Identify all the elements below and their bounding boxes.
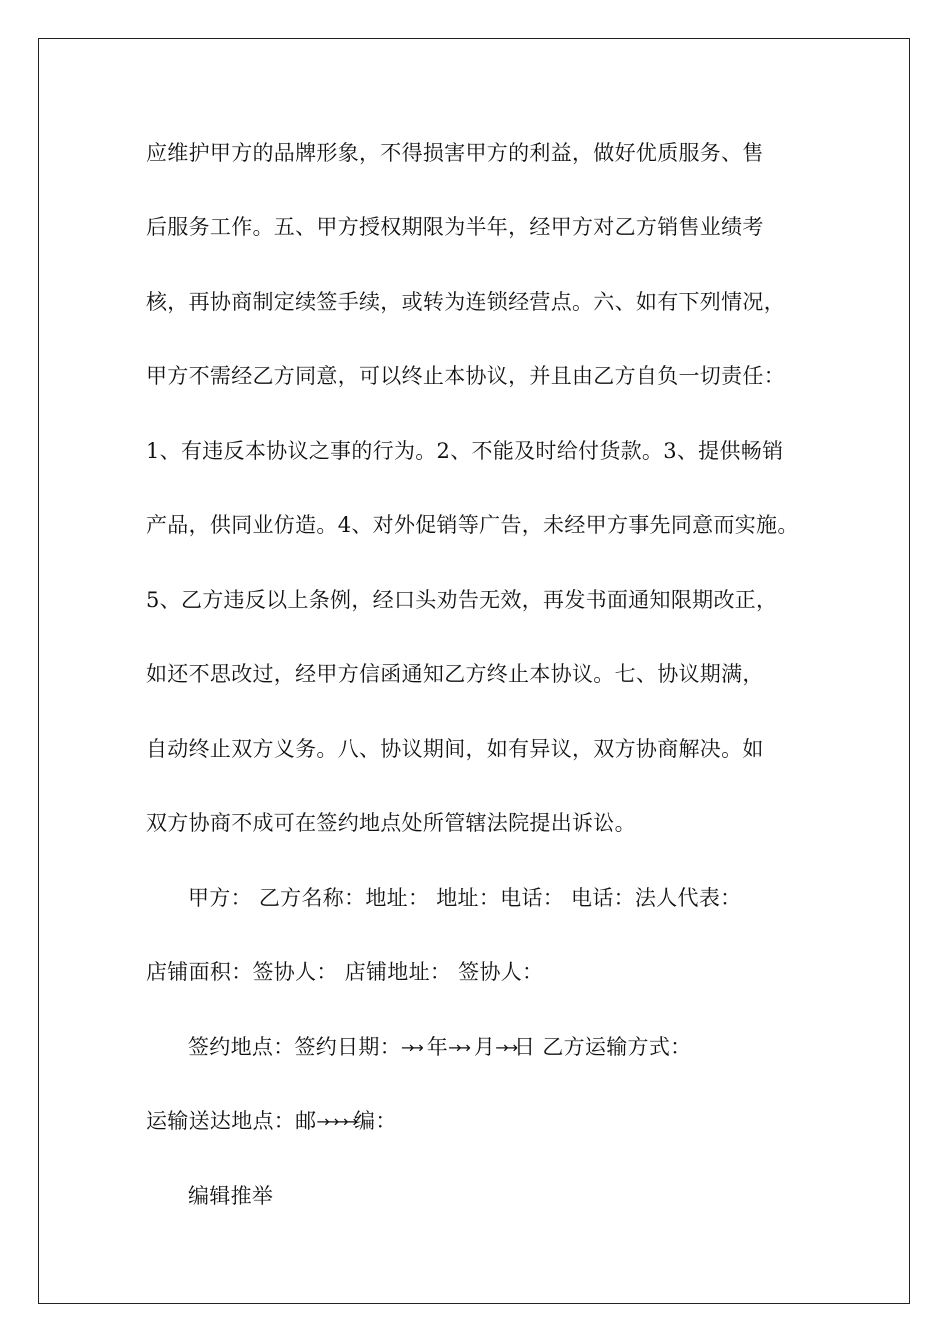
- signing-prefix: 签约地点：签约日期：: [188, 1035, 401, 1059]
- month-label: 月: [473, 1035, 496, 1059]
- signing-suffix: 乙方运输方式：: [535, 1035, 692, 1059]
- year-label: 年: [426, 1035, 449, 1059]
- party-info-line: 甲方： 乙方名称：地址： 地址：电话： 电话：法人代表：: [188, 886, 742, 910]
- body-line-1: 应维护甲方的品牌形象，不得损害甲方的利益，做好优质服务、售: [146, 141, 764, 165]
- blank-arrow-mark: →→: [495, 1038, 515, 1057]
- body-line-9: 自动终止双方义务。八、协议期间，如有异议，双方协商解决。如: [146, 737, 764, 761]
- blank-arrow-mark: →→→→: [316, 1112, 355, 1131]
- signing-line: [188, 1032, 691, 1063]
- transport-line: [146, 1106, 397, 1137]
- body-line-4: 甲方不需经乙方同意，可以终止本协议，并且由乙方自负一切责任：: [146, 364, 785, 388]
- day-label: 日: [514, 1035, 536, 1059]
- body-line-6: 产品，供同业仿造。4、对外促销等广告，未经甲方事先同意而实施。: [146, 513, 799, 537]
- body-line-5: 1、有违反本协议之事的行为。2、不能及时给付货款。3、提供畅销: [146, 439, 784, 463]
- body-line-7: 5、乙方违反以上条例，经口头劝告无效，再发书面通知限期改正，: [146, 588, 778, 612]
- body-line-8: 如还不思改过，经甲方信函通知乙方终止本协议。七、协议期满，: [146, 662, 764, 686]
- recommend-heading: 编辑推举: [188, 1184, 274, 1208]
- blank-arrow-mark: →→: [401, 1038, 420, 1057]
- blank-arrow-mark: →→: [448, 1038, 467, 1057]
- body-line-10: 双方协商不成可在签约地点处所管辖法院提出诉讼。: [146, 811, 636, 835]
- body-line-2: 后服务工作。五、甲方授权期限为半年，经甲方对乙方销售业绩考: [146, 215, 764, 239]
- transport-suffix: 编：: [354, 1109, 397, 1133]
- body-line-3: 核，再协商制定续签手续，或转为连锁经营点。六、如有下列情况，: [146, 290, 785, 314]
- transport-prefix: 运输送达地点：邮: [146, 1109, 317, 1133]
- shop-info-line: 店铺面积：签协人： 店铺地址： 签协人：: [146, 960, 544, 984]
